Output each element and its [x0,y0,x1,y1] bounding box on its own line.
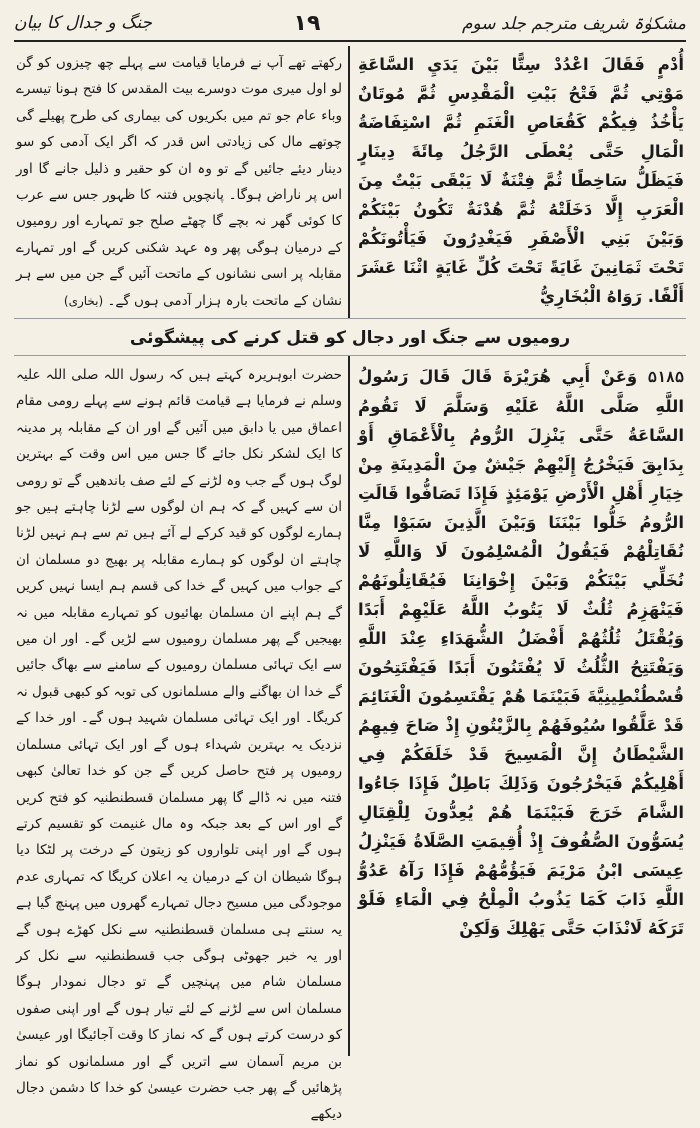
urdu-text-top: رکھتے تھے آپ نے فرمایا قیامت سے پہلے چھ چیزوں کو گن لو اول میری موت دوسرے بیت المقدس کا فتح ہونا تیسرے وباء عام جو تم میں بکریوں کی بیماری کی طرح پھیلے گی چوتھے مال کی زیادتی اس قدر کہ اگر ایک آدمی کو سو دینار دیئے جائیں گے تو وہ ان کو حقیر و ذلیل جانے گا اور اس پر ناراض ہوگا۔ پانچویں فتنہ کا ظہور جس سے عرب کا کوئی گھر نہ بچے گا چھٹے صلح جو تمہارے اور رومیوں کے درمیان ہوگی پھر وہ عہد شکنی کریں گے اور تمہارے مقابلہ پر اسی نشانوں کے ماتحت آئیں گے جن میں سے ہر نشان کے ماتحت بارہ ہزار آدمی ہوں گے۔ [16,55,342,309]
arabic-text-top [358,50,684,312]
urdu-hadith-text: حضرت ابوہریرہ کہتے ہیں کہ رسول اللہ صلی اللہ علیہ وسلم نے فرمایا ہے قیامت قائم ہونے سے پہلے رومی مقام اعماق میں یا دابق میں آئیں گے اور ان کے مقابلہ پر مدینہ کا ایک لشکر نکل جائے گا جس میں اس وقت کے بہترین لوگ ہوں گے جب وہ لڑنے کے لئے صف باندھیں گے تو رومی ان سے کہیں گے کہ ہم ان لوگوں سے لڑنا چاہتے ہیں جو ہمارے لوگوں کو قید کرکے لے آئے ہیں تم سے ہم نہیں لڑنا چاہتے ان لوگوں کو ہمارے مقابلہ پر بھیج دو مسلمان ان کے جواب میں کہیں گے خدا کی قسم ہم ایسا نہیں کریں گے ہم اپنے ان مسلمان بھائیوں کو تمہارے مقابلہ میں نہ بھیجیں گے پھر مسلمان رومیوں سے لڑیں گے۔ اور ان میں سے ایک تہائی مسلمان رومیوں کے سامنے سے بھاگ جائیں گے خدا ان بھاگنے والے مسلمانوں کی توبہ کو کبھی قبول نہ کریگا۔ اور ایک تہائی مسلمان شہید ہوں گے۔ اور خدا کے نزدیک یہ بہترین شہداء ہوں گے اور ایک تہائی مسلمان رومیوں پر فتح حاصل کریں گے جن کو خدا تعالیٰ کبھی فتنہ میں نہ ڈالے گا پھر مسلمان قسطنطنیہ کو فتح کریں گے اور اس کے بعد جبکہ وہ مال غنیمت کو تقسیم کرتے ہوں گے اور اپنی تلواروں کو زیتون کے درخت پر لٹکا دیا ہوگا شیطان ان کے درمیان یہ اعلان کریگا کہ تمہاری عدم موجودگی میں مسیح دجال تمہارے گھروں میں پہنچ گیا ہے یہ سنتے ہی مسلمان قسطنطنیہ سے نکل کھڑے ہوں گے اور یہ خبر جھوٹی ہوگی جب قسطنطنیہ سے نکل کر مسلمان شام میں پہنچیں گے تو دجال نمودار ہوگا مسلمان اس سے لڑنے کے لئے تیار ہوں گے اور اپنی صفوں کو درست کرتے ہوں گے کہ نماز کا وقت آجائیگا اور عیسیٰ بن مریم آسمان سے اتریں گے اور مسلمانوں کو نماز پڑھائیں گے پھر جب حضرت عیسیٰ کو خدا کا دشمن دجال دیکھے [16,367,342,1123]
chapter-title: جنگ و جدال کا بیان [14,13,152,33]
page-header [14,6,686,42]
arabic-paragraph-top: أُدْمٍ فَقَالَ اعْدُدْ سِتًّا بَيْنَ يَدَيِ السَّاعَةِ مَوْتِي ثُمَّ فَتْحُ بَيْتِ الْمَقْدِسِ ثُمَّ مُوتَانٌ يَأْخُذُ فِيكُمْ كَقُعَاصِ الْغَنَمِ ثُمَّ اسْتِفَاضَةُ الْمَالِ حَتَّى يُعْطَى الرَّجُلُ مِائَةَ دِينَارٍ فَيَظَلُّ سَاخِطًا ثُمَّ فِتْنَةٌ لَا يَبْقَى بَيْتٌ مِنَ الْعَرَبِ إِلَّا دَخَلَتْهُ ثُمَّ هُدْنَةٌ تَكُونُ بَيْنَكُمْ وَبَيْنَ بَنِي الْأَصْفَرِ فَيَغْدِرُونَ فَيَأْتُونَكُمْ تَحْتَ ثَمَانِينَ غَايَةً تَحْتَ كُلِّ غَايَةٍ اثْنَا عَشَرَ أَلْفًا. رَوَاهُ الْبُخَارِيُّ [358,55,684,306]
section-heading: رومیوں سے جنگ اور دجال کو قتل کرنے کی پیشگوئی [14,318,686,356]
urdu-reference-top: (بخاری) [63,293,104,308]
book-title: مشکوٰۃ شریف مترجم جلد سوم [461,13,686,34]
column-divider [348,46,350,1056]
urdu-translation-main [16,362,342,1123]
arabic-text-main [358,362,684,1062]
hadith-number: ۵۱۸۵ [647,368,684,386]
arabic-paragraph-main [358,362,684,943]
urdu-translation-top [16,50,342,312]
page-number: ١٩ [293,10,321,36]
urdu-paragraph-top [16,50,342,314]
arabic-hadith-text: وَعَنْ أَبِي هُرَيْرَةَ قَالَ قَالَ رَسُولُ اللَّهِ صَلَّى اللَّهُ عَلَيْهِ وَسَلَّمَ لَا تَقُومُ السَّاعَةُ حَتَّى يَنْزِلَ الرُّومُ بِالْأَعْمَاقِ أَوْ بِدَابِقَ فَيَخْرُجُ إِلَيْهِمْ جَيْشٌ مِنَ الْمَدِينَةِ مِنْ خِيَارِ أَهْلِ الْأَرْضِ يَوْمَئِذٍ فَإِذَا تَصَافُّوا قَالَتِ الرُّومُ خَلُّوا بَيْنَنَا وَبَيْنَ الَّذِينَ سَبَوْا مِنَّا نُقَاتِلْهُمْ فَيَقُولُ الْمُسْلِمُونَ لَا وَاللَّهِ لَا نُخَلِّي بَيْنَكُمْ وَبَيْنَ إِخْوَانِنَا فَيُقَاتِلُونَهُمْ فَيَنْهَزِمُ ثُلُثٌ لَا يَتُوبُ اللَّهُ عَلَيْهِمْ أَبَدًا وَيُقْتَلُ ثُلُثُهُمْ أَفْضَلُ الشُّهَدَاءِ عِنْدَ اللَّهِ وَيَفْتَتِحُ الثُّلُثُ لَا يُفْتَنُونَ أَبَدًا فَيَفْتَتِحُونَ قُسْطُنْطِينِيَّةَ فَبَيْنَمَا هُمْ يَقْتَسِمُونَ الْغَنَائِمَ قَدْ عَلَّقُوا سُيُوفَهُمْ بِالزَّيْتُونِ إِذْ صَاحَ فِيهِمُ الشَّيْطَانُ إِنَّ الْمَسِيحَ قَدْ خَلَفَكُمْ فِي أَهْلِيكُمْ فَيَخْرُجُونَ وَذَلِكَ بَاطِلٌ فَإِذَا جَاءُوا الشَّامَ خَرَجَ فَبَيْنَمَا هُمْ يُعِدُّونَ لِلْقِتَالِ يُسَوُّونَ الصُّفُوفَ إِذْ أُقِيمَتِ الصَّلَاةُ فَيَنْزِلُ عِيسَى ابْنُ مَرْيَمَ فَيَؤُمُّهُمْ فَإِذَا رَآهُ عَدُوُّ اللَّهِ ذَابَ كَمَا يَذُوبُ الْمِلْحُ فِي الْمَاءِ فَلَوْ تَرَكَهُ لَانْذَابَ حَتَّى يَهْلِكَ وَلَكِنْ [358,367,684,938]
